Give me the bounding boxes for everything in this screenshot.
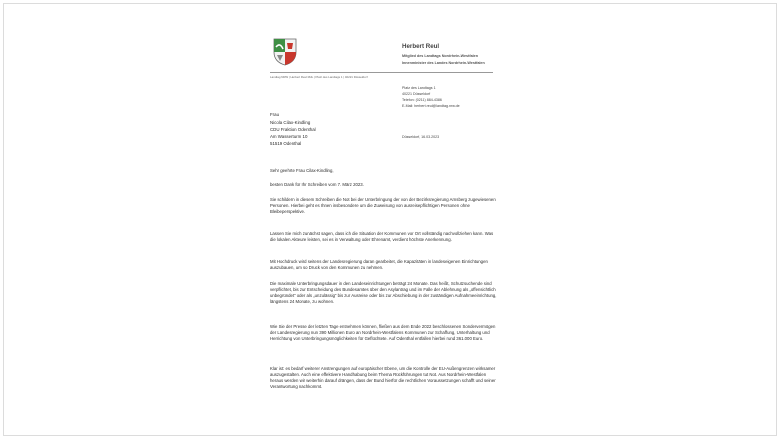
sender-title-2: Innenminister des Landes Nordrhein-Westfalen: [402, 61, 485, 65]
return-address-rule: [270, 72, 493, 73]
paragraph-3: Lassen Sie mich zunächst sagen, dass ich die Situation der Kommunen vor Ort vollständig nachvollziehen kann. Was die lokalen Akteure leisten, sei es in Verwaltung oder Ehrenamt, verdient höchste Anerkennung.: [270, 231, 494, 243]
recipient-city: 51519 Odenthal: [270, 141, 302, 146]
recipient-salutation: Frau: [270, 112, 280, 117]
paragraph-1: besten Dank für Ihr Schreiben vom 7. März 2023.: [270, 182, 364, 187]
sender-name: Herbert Reul: [402, 43, 440, 50]
paragraph-5: Die maximale Unterbringungsdauer in den Landeseinrichtungen beträgt 24 Monate. Das heißt, Schutzsuchende sind verpflichtet, bis zur Entscheidung des Bundesamtes über den Asylantrag und im Falle der Ablehnung als „offensichtlich unbegründet“ oder als „unzulässig“ bis zur Ausreise oder bis zur Abschiebung in der zuständigen Aufnahmeeinrichtung, längstens 24 Monate, zu wohnen.: [270, 281, 497, 305]
nrw-coat-of-arms-icon: [272, 37, 298, 66]
greeting: Sehr geehrte Frau Cilax-Kindling,: [270, 168, 334, 173]
contact-city: 40221 Düsseldorf: [402, 92, 431, 96]
paragraph-7: Klar ist: es bedarf weiterer Anstrengungen auf europäischer Ebene, um die Kontrolle der EU-Außengrenzen wirksamer auszugestalten. Auch eine effektivere Handhabung beim Thema Rückführungen tut Not. Aus Nordrhein-Westfalen heraus werden wir weiterhin darauf drängen, dass der Bund hierfür die rechtlichen Voraussetzungen schafft und seiner Verantwortung nachkommt.: [270, 366, 496, 390]
recipient-org: CDU Fraktion Odenthal: [270, 127, 316, 132]
sender-title-1: Mitglied des Landtags Nordrhein-Westfalen: [402, 54, 478, 58]
letter-date: Düsseldorf, 16.03.2023: [402, 135, 440, 139]
contact-phone: Telefon: (0211) 884-4386: [402, 98, 442, 102]
recipient-street: Am Wasserturm 10: [270, 134, 308, 139]
recipient-name: Nicola Cilax-Kindling: [270, 120, 311, 125]
paragraph-4: Mit Hochdruck wird seitens der Landesregierung daran gearbeitet, die Kapazitäten in landeseigenen Einrichtungen auszubauen, um so Druck von den Kommunen zu nehmen.: [270, 259, 488, 271]
paragraph-2: Sie schildern in diesem Schreiben die Not bei der Unterbringung der von der Bezirksregierung Arnsberg zugewiesenen Personen. Hierbei geht es Ihnen insbesondere um die Zuweisung von ausreisepflichtigen Personen ohne Bleibeperspektive.: [270, 197, 496, 215]
contact-street: Platz des Landtags 1: [402, 86, 436, 90]
contact-email: E-Mail: herbert.reul@landtag.nrw.de: [402, 104, 460, 108]
paragraph-6: Wie Sie der Presse der letzten Tage entnehmen können, fließen aus dem Ende 2022 beschlossenen Sondervermögen der Landesregierung nun 390 Millionen Euro an Nordrhein-Westfalens Kommunen zur Schaffung, Unterhaltung und Herrichtung von Unterbringungsmöglichkeiten für Geflüchtete. Auf Odenthal entfallen hierbei rund 361.000 Euro.: [270, 324, 496, 342]
return-address: Landtag NRW | Herbert Reul MdL | Platz des Landtags 1 | 40221 Düsseldorf: [270, 75, 368, 79]
